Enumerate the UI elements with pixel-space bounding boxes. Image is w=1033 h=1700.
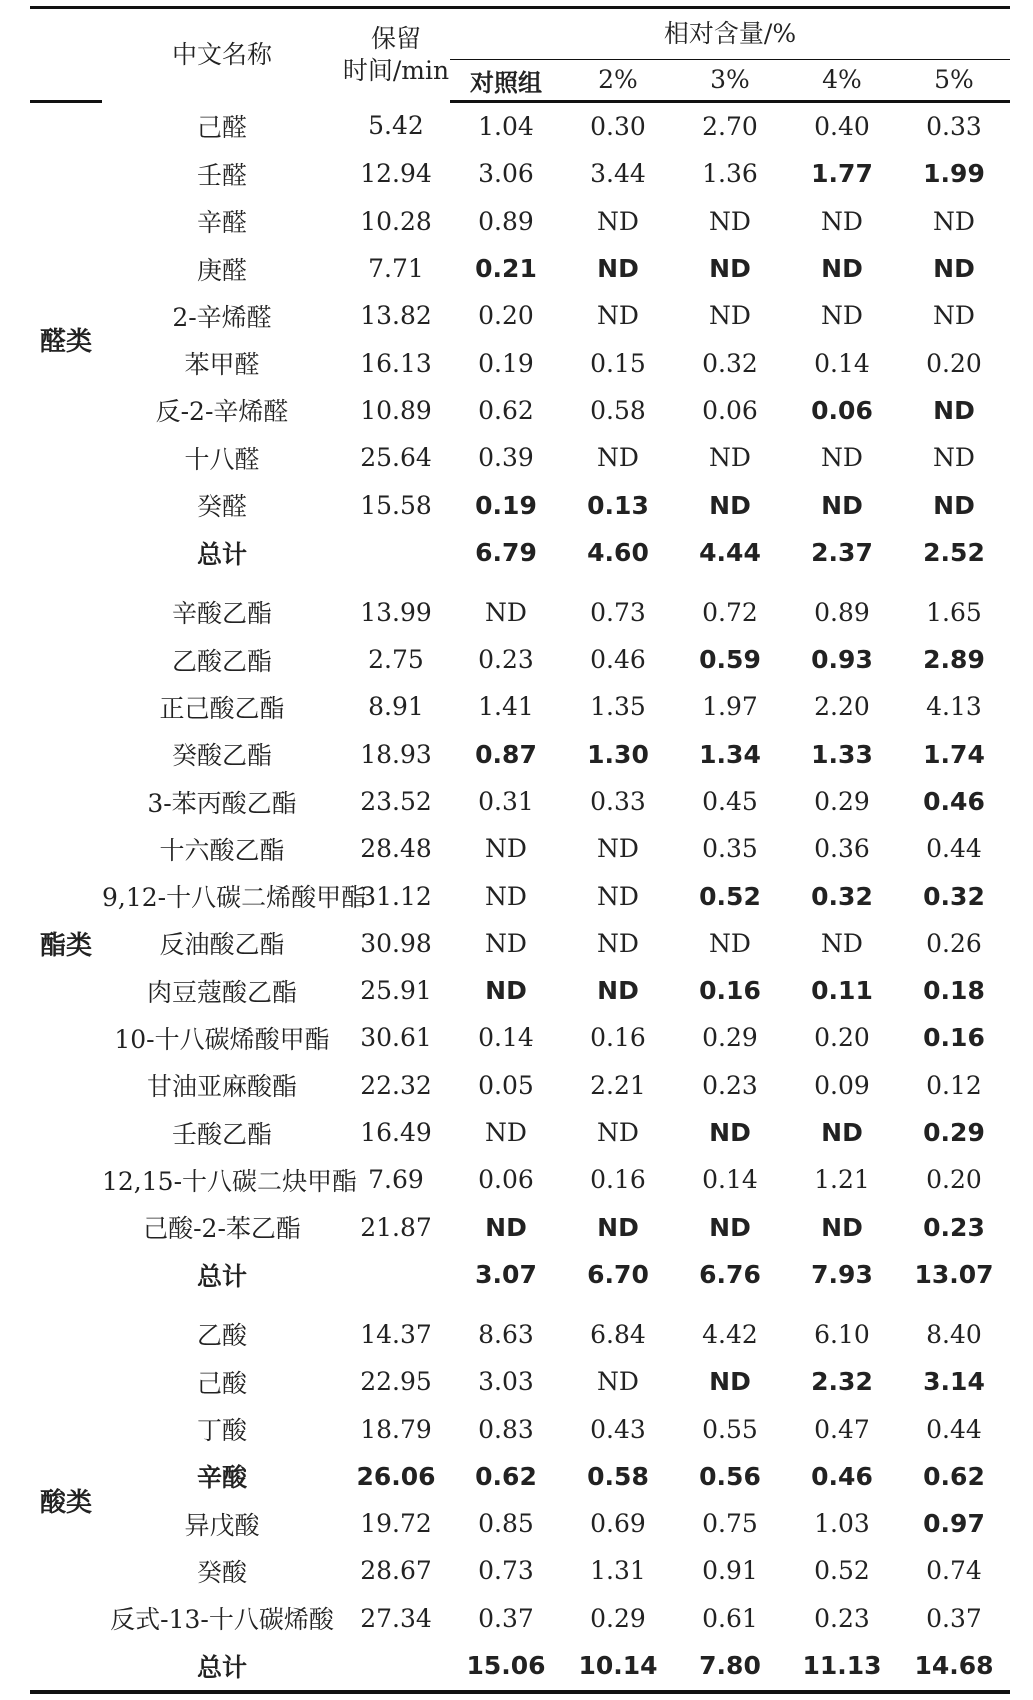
value-3pct: ND	[709, 1367, 751, 1397]
value-2pct: 0.30	[590, 112, 646, 142]
table-row	[30, 731, 1010, 778]
table-row	[30, 102, 1010, 151]
value-control: 0.87	[475, 739, 537, 769]
value-5pct: 0.37	[926, 1603, 982, 1633]
value-2pct: 0.16	[590, 1023, 646, 1053]
value-5pct: 0.62	[923, 1461, 985, 1491]
table-row	[30, 872, 1010, 919]
compound-name: 反-2-辛烯醛	[155, 397, 289, 427]
header-group-3pct: 3%	[674, 60, 786, 102]
retention-time: 26.06	[356, 1461, 436, 1491]
value-4pct: 1.21	[814, 1165, 870, 1195]
value-3pct: 0.52	[699, 881, 761, 911]
value-control: 0.83	[478, 1414, 534, 1444]
value-2pct: 0.13	[587, 490, 649, 520]
compound-name: 乙酸乙酯	[171, 646, 272, 676]
value-5pct: 0.16	[923, 1023, 985, 1053]
table-row	[30, 683, 1010, 730]
table-row	[30, 825, 1010, 872]
value-3pct: ND	[709, 206, 751, 236]
value-control: 0.89	[478, 206, 534, 236]
total-row	[30, 1642, 1010, 1692]
header-rt-line2: 时间/min	[342, 56, 450, 86]
retention-time: 22.95	[360, 1367, 432, 1397]
value-5pct: ND	[933, 490, 975, 520]
compound-name: 丁酸	[196, 1416, 247, 1446]
retention-time: 2.75	[368, 645, 424, 675]
retention-time: 21.87	[360, 1212, 432, 1242]
compound-name: 庚醛	[196, 255, 247, 285]
retention-time: 13.82	[360, 301, 432, 331]
value-4pct: 0.14	[814, 348, 870, 378]
total-value-3pct: 4.44	[699, 538, 761, 568]
value-control: 0.19	[475, 490, 537, 520]
table-row	[30, 1014, 1010, 1061]
compound-name: 12,15-十八碳二炔甲酯	[102, 1166, 358, 1196]
table-row	[30, 1204, 1010, 1251]
retention-time: 31.12	[360, 881, 432, 911]
compound-name: 反式-13-十八碳烯酸	[110, 1605, 334, 1635]
table-row	[30, 1453, 1010, 1500]
retention-time: 12.94	[360, 159, 432, 189]
value-control: 0.62	[475, 1461, 537, 1491]
value-5pct: 1.65	[926, 597, 982, 627]
value-2pct: ND	[597, 1367, 639, 1397]
value-2pct: 3.44	[590, 159, 646, 189]
header-category-cell-2	[30, 60, 102, 102]
value-4pct: 0.32	[811, 881, 873, 911]
value-3pct: 0.14	[702, 1165, 758, 1195]
total-rt-empty	[342, 529, 450, 577]
value-3pct: 1.36	[702, 159, 758, 189]
table-row	[30, 481, 1010, 528]
value-4pct: 0.11	[811, 976, 873, 1006]
total-label: 总计	[102, 1642, 342, 1692]
value-4pct: 0.06	[811, 395, 873, 425]
value-control: ND	[485, 881, 527, 911]
total-value-3pct: 6.76	[699, 1260, 761, 1290]
retention-time: 10.28	[360, 206, 432, 236]
value-control: ND	[485, 976, 527, 1006]
value-4pct: 0.36	[814, 834, 870, 864]
compound-name: 正己酸乙酯	[159, 693, 285, 723]
compound-name: 反油酸乙酯	[159, 930, 285, 960]
retention-time: 28.48	[360, 834, 432, 864]
header-group-control: 对照组	[450, 60, 562, 102]
value-3pct: 0.29	[702, 1023, 758, 1053]
value-3pct: 0.23	[702, 1070, 758, 1100]
value-control: ND	[485, 928, 527, 958]
value-5pct: ND	[933, 254, 975, 284]
value-3pct: 0.75	[702, 1509, 758, 1539]
value-4pct: 0.23	[814, 1603, 870, 1633]
value-5pct: ND	[933, 443, 975, 473]
table-body	[30, 102, 1010, 1692]
value-3pct: ND	[709, 490, 751, 520]
table-row	[30, 1299, 1010, 1358]
header-name: 中文名称	[102, 8, 342, 102]
retention-time: 13.99	[360, 597, 432, 627]
value-3pct: 0.45	[702, 787, 758, 816]
value-3pct: 2.70	[702, 112, 758, 142]
retention-time: 10.89	[360, 395, 432, 425]
table-row	[30, 292, 1010, 339]
value-3pct: ND	[709, 1118, 751, 1148]
value-control: 0.06	[478, 1165, 534, 1195]
table-row	[30, 1156, 1010, 1203]
total-rt-empty	[342, 1642, 450, 1692]
value-2pct: ND	[597, 1118, 639, 1148]
table-row	[30, 967, 1010, 1014]
total-value-2pct: 10.14	[562, 1642, 674, 1692]
value-5pct: 0.23	[923, 1212, 985, 1242]
value-2pct: ND	[597, 206, 639, 236]
total-value-4pct: 7.93	[811, 1260, 873, 1290]
compound-name: 甘油亚麻酸酯	[146, 1072, 297, 1102]
value-5pct: 0.26	[926, 928, 982, 958]
total-value-2pct: 6.70	[587, 1260, 649, 1290]
table-row	[30, 150, 1010, 197]
value-3pct: 0.06	[702, 395, 758, 425]
compound-name: 乙酸	[196, 1321, 247, 1351]
retention-time: 23.52	[360, 787, 432, 816]
value-control: 0.23	[478, 645, 534, 675]
value-2pct: 0.58	[587, 1461, 649, 1491]
total-value-4pct: 11.13	[786, 1642, 898, 1692]
retention-time: 7.71	[368, 254, 424, 284]
value-2pct: 0.58	[590, 395, 646, 425]
retention-time: 25.64	[360, 443, 432, 473]
compound-name: 癸醛	[196, 492, 247, 522]
value-5pct: 4.13	[926, 692, 982, 722]
value-4pct: ND	[821, 301, 863, 331]
value-control: ND	[485, 1118, 527, 1148]
value-2pct: ND	[597, 928, 639, 958]
value-2pct: ND	[597, 976, 639, 1006]
value-control: 0.19	[478, 348, 534, 378]
header-relative-content: 相对含量/%	[450, 8, 1010, 60]
total-value-5pct: 14.68	[898, 1642, 1010, 1692]
table-row	[30, 636, 1010, 683]
retention-time: 18.93	[360, 739, 432, 769]
value-control: 0.73	[478, 1556, 534, 1586]
value-control: 0.20	[478, 301, 534, 331]
retention-time: 7.69	[368, 1165, 424, 1195]
retention-time: 28.67	[360, 1556, 432, 1586]
value-5pct: ND	[933, 301, 975, 331]
volatile-compounds-table	[30, 6, 1010, 1694]
compound-name: 己酸-2-苯乙酯	[143, 1214, 301, 1244]
value-4pct: ND	[821, 928, 863, 958]
value-4pct: 0.89	[814, 597, 870, 627]
compound-name: 辛酸乙酯	[171, 599, 272, 629]
header-retention-time	[342, 8, 450, 102]
retention-time: 19.72	[360, 1509, 432, 1539]
value-5pct: 8.40	[926, 1319, 982, 1349]
total-value-5pct: 2.52	[923, 538, 985, 568]
compound-name: 辛醛	[196, 208, 247, 238]
value-2pct: 0.46	[590, 645, 646, 675]
value-3pct: ND	[709, 443, 751, 473]
value-control: 0.31	[478, 787, 534, 816]
value-control: ND	[485, 597, 527, 627]
table-row	[30, 245, 1010, 292]
value-3pct: 4.42	[702, 1319, 758, 1349]
value-5pct: 0.29	[923, 1118, 985, 1148]
value-4pct: 2.20	[814, 692, 870, 722]
compound-name: 2-辛烯醛	[172, 302, 272, 332]
value-2pct: 2.21	[590, 1070, 646, 1100]
value-4pct: 0.46	[811, 1461, 873, 1491]
compound-name: 癸酸乙酯	[171, 741, 272, 771]
table-row	[30, 1595, 1010, 1642]
value-2pct: 0.15	[590, 348, 646, 378]
value-3pct: 1.97	[702, 692, 758, 722]
compound-name: 己酸	[196, 1368, 247, 1398]
value-2pct: ND	[597, 834, 639, 864]
retention-time: 30.98	[360, 928, 432, 958]
value-control: 3.06	[478, 159, 534, 189]
total-label: 总计	[196, 539, 247, 569]
value-3pct: 1.34	[699, 739, 761, 769]
retention-time: 25.91	[360, 976, 432, 1006]
table-row	[30, 1109, 1010, 1156]
table-row	[30, 1405, 1010, 1452]
value-5pct: 0.74	[926, 1556, 982, 1586]
total-row	[30, 529, 1010, 577]
value-5pct: 0.33	[926, 112, 982, 142]
value-3pct: 0.35	[702, 834, 758, 864]
value-5pct: 0.20	[926, 348, 982, 378]
category-label-acids: 酸类	[30, 1299, 102, 1692]
total-label: 总计	[196, 1261, 247, 1291]
retention-time: 18.79	[360, 1414, 432, 1444]
table-row	[30, 339, 1010, 386]
total-value-control: 3.07	[475, 1260, 537, 1290]
value-4pct: ND	[821, 490, 863, 520]
retention-time: 30.61	[360, 1023, 432, 1053]
value-5pct: 0.46	[923, 787, 985, 816]
value-2pct: 0.73	[590, 597, 646, 627]
value-control: 1.04	[478, 112, 534, 142]
value-4pct: ND	[821, 206, 863, 236]
value-4pct: ND	[821, 1118, 863, 1148]
value-2pct: 1.35	[590, 692, 646, 722]
value-control: 0.14	[478, 1023, 534, 1053]
header-row-1	[30, 8, 1010, 60]
value-5pct: 0.44	[926, 834, 982, 864]
retention-time: 8.91	[368, 692, 424, 722]
compound-name: 9,12-十八碳二烯酸甲酯	[102, 883, 367, 913]
value-3pct: 0.55	[702, 1414, 758, 1444]
table-row	[30, 1500, 1010, 1547]
value-5pct: 3.14	[923, 1367, 985, 1397]
value-5pct: ND	[933, 206, 975, 236]
value-5pct: 0.97	[923, 1509, 985, 1539]
value-2pct: ND	[597, 443, 639, 473]
value-3pct: 0.91	[702, 1556, 758, 1586]
value-2pct: 1.31	[590, 1556, 646, 1586]
table-row	[30, 198, 1010, 245]
value-control: 0.62	[478, 395, 534, 425]
compound-name: 异戊酸	[184, 1510, 260, 1540]
total-value-5pct: 13.07	[914, 1260, 994, 1290]
table-row	[30, 778, 1010, 825]
total-value-3pct: 7.80	[674, 1642, 786, 1692]
value-2pct: ND	[597, 301, 639, 331]
compound-name: 苯甲醛	[184, 350, 260, 380]
header-category-cell	[30, 8, 102, 60]
value-control: ND	[485, 1212, 527, 1242]
value-3pct: 0.56	[699, 1461, 761, 1491]
value-3pct: 0.16	[699, 976, 761, 1006]
total-rt-empty	[342, 1251, 450, 1299]
value-5pct: 0.20	[926, 1165, 982, 1195]
retention-time: 27.34	[360, 1603, 432, 1633]
value-5pct: ND	[933, 395, 975, 425]
value-4pct: 2.32	[811, 1367, 873, 1397]
retention-time: 22.32	[360, 1070, 432, 1100]
value-control: ND	[485, 834, 527, 864]
value-4pct: 0.93	[811, 645, 873, 675]
total-value-control: 15.06	[450, 1642, 562, 1692]
value-control: 0.37	[478, 1603, 534, 1633]
value-5pct: 1.74	[923, 739, 985, 769]
value-5pct: 1.99	[923, 159, 985, 189]
retention-time: 15.58	[360, 490, 432, 520]
total-value-2pct: 4.60	[587, 538, 649, 568]
value-2pct: 0.43	[590, 1414, 646, 1444]
value-4pct: 0.47	[814, 1414, 870, 1444]
table-row	[30, 434, 1010, 481]
value-2pct: 6.84	[590, 1319, 646, 1349]
compound-name: 壬酸乙酯	[171, 1119, 272, 1149]
value-3pct: ND	[709, 254, 751, 284]
value-4pct: 1.03	[814, 1509, 870, 1539]
value-2pct: 0.33	[590, 787, 646, 816]
value-4pct: 0.40	[814, 112, 870, 142]
value-4pct: 0.52	[814, 1556, 870, 1586]
compound-name: 己醛	[196, 112, 247, 142]
header-group-5pct: 5%	[898, 60, 1010, 102]
retention-time: 5.42	[368, 111, 424, 141]
total-row	[30, 1251, 1010, 1299]
table-row	[30, 577, 1010, 636]
value-control: 3.03	[478, 1367, 534, 1397]
value-control: 8.63	[478, 1319, 534, 1349]
value-3pct: 0.32	[702, 348, 758, 378]
compound-name: 癸酸	[196, 1557, 247, 1587]
table-row	[30, 920, 1010, 967]
table-row	[30, 1547, 1010, 1594]
value-4pct: 1.77	[811, 159, 873, 189]
value-2pct: ND	[597, 1212, 639, 1242]
value-2pct: 1.30	[587, 739, 649, 769]
compound-name: 肉豆蔻酸乙酯	[146, 977, 297, 1007]
value-2pct: 0.29	[590, 1603, 646, 1633]
value-5pct: 0.32	[923, 881, 985, 911]
compound-name: 壬醛	[196, 160, 247, 190]
retention-time: 16.49	[360, 1118, 432, 1148]
value-4pct: ND	[821, 443, 863, 473]
header-rt-line1: 保留	[370, 24, 421, 54]
category-label-aldehydes: 醛类	[40, 327, 93, 358]
table-row	[30, 1358, 1010, 1405]
compound-name: 3-苯丙酸乙酯	[147, 788, 297, 818]
header-group-4pct: 4%	[786, 60, 898, 102]
value-3pct: 0.61	[702, 1603, 758, 1633]
value-4pct: 0.09	[814, 1070, 870, 1100]
retention-time: 16.13	[360, 348, 432, 378]
value-4pct: ND	[821, 1212, 863, 1242]
value-4pct: 0.20	[814, 1023, 870, 1053]
table-row	[30, 1062, 1010, 1109]
value-3pct: ND	[709, 301, 751, 331]
value-2pct: 0.16	[590, 1165, 646, 1195]
value-control: 0.85	[478, 1509, 534, 1539]
compound-name: 十八醛	[184, 444, 260, 474]
compound-name: 辛酸	[196, 1463, 247, 1493]
total-value-4pct: 2.37	[811, 538, 873, 568]
value-control: 0.21	[475, 254, 537, 284]
total-value-control: 6.79	[475, 538, 537, 568]
value-5pct: 0.12	[926, 1070, 982, 1100]
value-4pct: 1.33	[811, 739, 873, 769]
retention-time: 14.37	[360, 1319, 432, 1349]
value-5pct: 2.89	[923, 645, 985, 675]
value-control: 1.41	[478, 692, 534, 722]
value-5pct: 0.18	[923, 976, 985, 1006]
value-2pct: ND	[597, 881, 639, 911]
compound-name: 十六酸乙酯	[159, 835, 285, 865]
value-control: 0.39	[478, 443, 534, 473]
value-4pct: ND	[821, 254, 863, 284]
value-3pct: ND	[709, 1212, 751, 1242]
value-3pct: 0.59	[699, 645, 761, 675]
value-5pct: 0.44	[926, 1414, 982, 1444]
category-label-esters: 酯类	[40, 931, 93, 962]
header-group-2pct: 2%	[562, 60, 674, 102]
value-4pct: 0.29	[814, 787, 870, 816]
value-4pct: 6.10	[814, 1319, 870, 1349]
compound-name: 10-十八碳烯酸甲酯	[114, 1024, 330, 1054]
value-2pct: ND	[597, 254, 639, 284]
value-3pct: 0.72	[702, 597, 758, 627]
value-2pct: 0.69	[590, 1509, 646, 1539]
table-row	[30, 387, 1010, 434]
value-control: 0.05	[478, 1070, 534, 1100]
value-3pct: ND	[709, 928, 751, 958]
